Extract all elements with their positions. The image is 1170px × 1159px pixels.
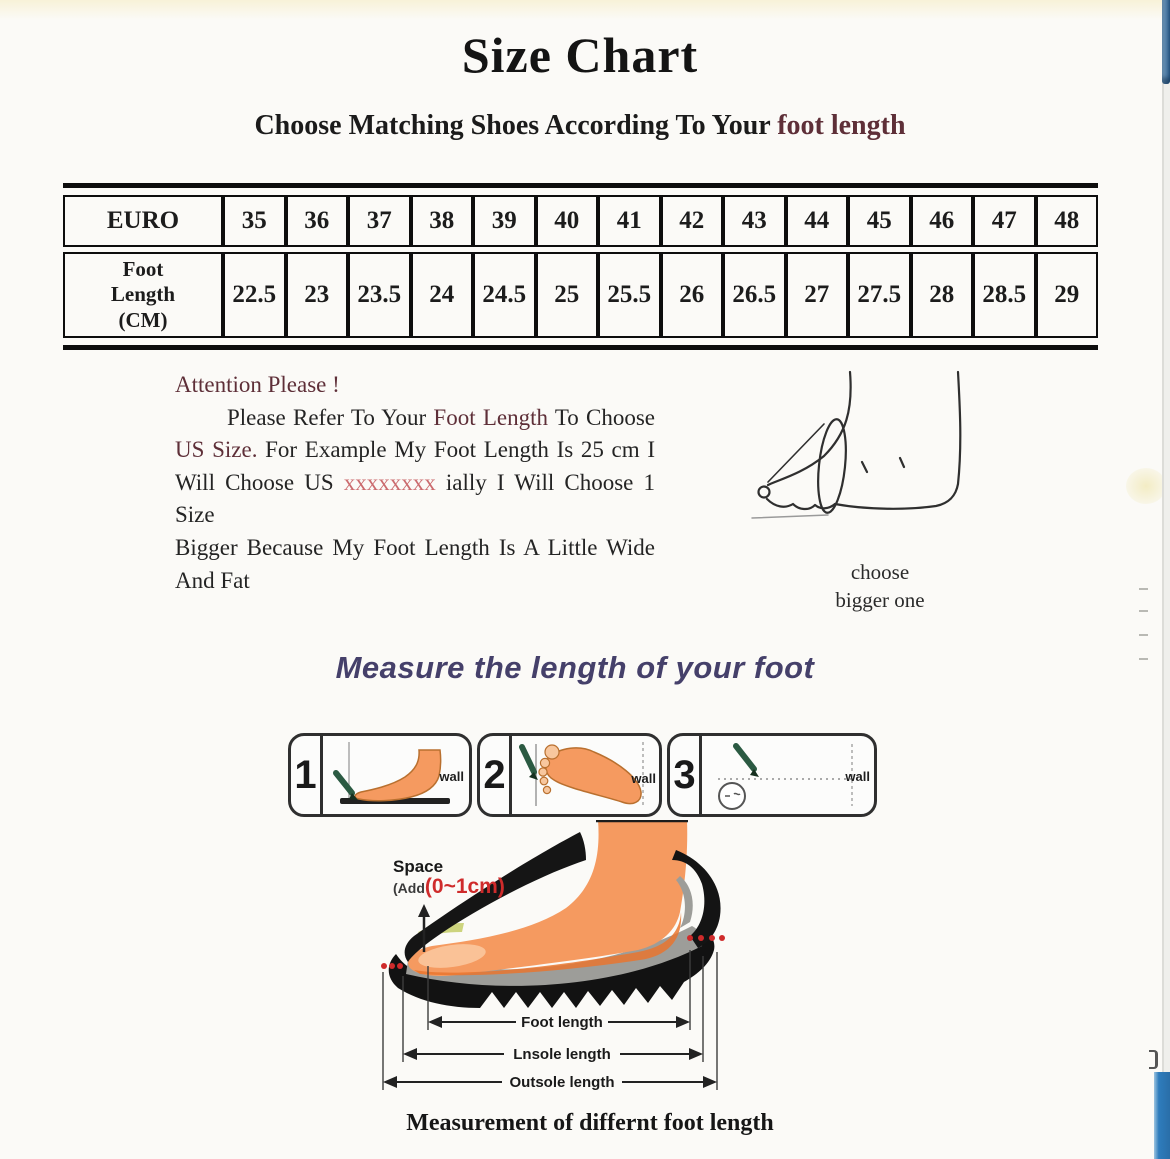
edge-artifact-tick [1139,658,1148,660]
wall-label: wall [439,769,464,784]
us-size-highlight: US Size. [175,437,258,463]
step-number: 1 [291,736,323,814]
foot-length-row [63,252,1098,338]
step-number: 3 [670,736,702,814]
step-panel-2 [477,733,662,817]
right-edge-blue-sliver-top [1162,0,1170,84]
foot-length-arrow-label: Foot length [521,1014,603,1031]
sketch-toe-circle [759,487,770,498]
subtitle-text: Choose Matching Shoes According To Your [254,110,778,141]
foot-side-view [355,750,441,801]
euro-size-cell: 43 [723,195,786,247]
step-panel-1 [288,733,472,817]
foot-length-cell: 24 [411,252,474,338]
edge-artifact-smudge [1126,468,1166,504]
foot-sketch-drawing [750,368,1002,564]
attention-line-4: Will Choose US xxxxxxxx ially I Will Choose 1 Size [175,469,656,528]
space-label: Space (Add(0~1cm) [393,857,505,898]
redacted-size-x: xxxxxxxx [343,469,436,495]
foot-length-cell: 28.5 [973,252,1036,338]
euro-size-cell: 38 [411,195,474,247]
foot-length-highlight: Foot Length [433,404,548,430]
insole-length-arrow-label: Lnsole length [513,1046,611,1063]
euro-size-cell: 42 [661,195,724,247]
outsole-length-arrow-label: Outsole length [509,1074,615,1091]
edge-artifact-mark [1149,1050,1158,1069]
attention-line-2: Please Refer To Your Foot Length To Choose [227,404,655,430]
euro-size-cell: 46 [911,195,974,247]
foot-length-cell: 26.5 [723,252,786,338]
foot-length-cell: 23 [286,252,349,338]
foot-length-header-line: Foot [122,256,164,281]
foot-length-cell: 29 [1036,252,1099,338]
foot-length-cell: 22.5 [223,252,286,338]
space-value: (0~1cm) [424,874,505,898]
page-title: Size Chart [461,27,699,83]
foot-length-header-cell [63,252,223,338]
euro-size-cell: 36 [286,195,349,247]
euro-size-cell: 48 [1036,195,1099,247]
step-number: 2 [480,736,512,814]
subtitle [0,110,1160,142]
euro-size-cell: 39 [473,195,536,247]
sketch-ankle-dashes [862,458,904,472]
pencil-icon [736,746,754,769]
foot-length-header-line: (CM) [118,307,168,332]
foot-length-header-line: Length [110,282,176,307]
step-panel-3 [667,733,877,817]
euro-size-cell: 44 [786,195,849,247]
attention-line-5: Bigger Because My Foot Length Is A Little Wide [175,534,655,560]
sketch-tape-loop [814,418,850,514]
edge-artifact-tick [1139,610,1148,612]
sketch-sole-heel-line [835,372,960,509]
attention-line-6: And Fat [175,567,250,593]
foot-length-cell: 27 [786,252,849,338]
attention-block [175,369,655,597]
right-edge-column [1164,0,1170,1159]
euro-size-cell: 47 [973,195,1036,247]
foot-sole-view [546,748,641,804]
euro-size-cell: 35 [223,195,286,247]
space-arrow-head [418,904,430,917]
measure-heading: Measure the length of your foot [335,650,815,685]
right-edge-track-line [1162,0,1164,1159]
top-cream-band [0,0,1170,20]
bottom-caption: Measurement of differnt foot length [406,1110,774,1136]
right-edge-blue-sliver-bottom [1154,1072,1170,1159]
length-badge-circle [719,783,745,809]
choose-bigger-note: choose bigger one [835,560,925,612]
foot-length-cell: 25 [536,252,599,338]
euro-size-cell: 41 [598,195,661,247]
euro-header-cell: EURO [63,195,223,247]
foot-length-cell: 27.5 [848,252,911,338]
edge-artifact-tick [1139,588,1148,590]
attention-line-3: US Size. For Example My Foot Length Is 25 cm I [175,437,655,463]
foot-length-cell: 25.5 [598,252,661,338]
euro-size-cell: 40 [536,195,599,247]
euro-row [63,195,1098,247]
foot-length-cell: 23.5 [348,252,411,338]
foot-length-cell: 24.5 [473,252,536,338]
euro-size-cell: 45 [848,195,911,247]
edge-artifact-tick [1139,634,1148,636]
wall-label: wall [631,771,656,786]
foot-length-cell: 26 [661,252,724,338]
sketch-toe-bumps [767,499,835,509]
foot-length-cell: 28 [911,252,974,338]
wall-label: wall [845,769,870,784]
euro-size-cell: 37 [348,195,411,247]
pencil-icon [522,747,534,772]
subtitle-highlight: foot length [777,110,906,141]
size-table [63,183,1098,350]
attention-heading: Attention Please ! [175,372,340,397]
sketch-connector-line [752,515,828,518]
